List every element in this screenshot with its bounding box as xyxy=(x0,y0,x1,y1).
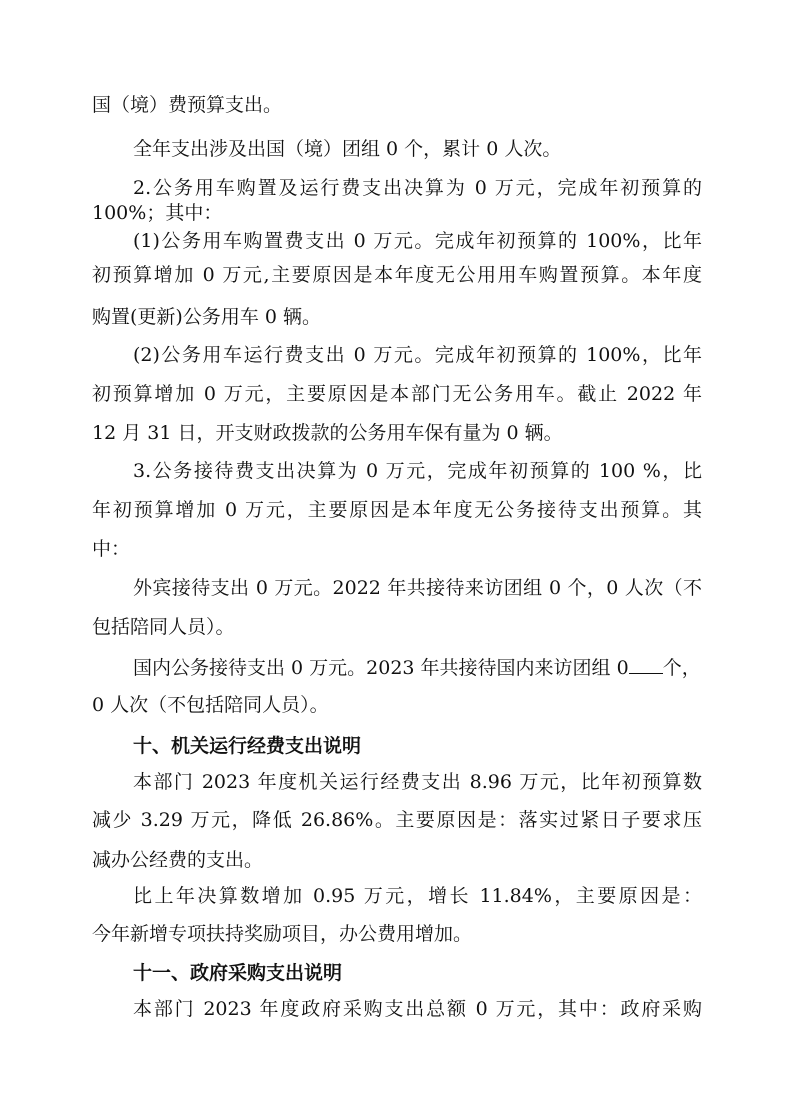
text-line-19: 减少 3.29 万元，降低 26.86%。主要原因是：落实过紧日子要求压 xyxy=(92,809,702,831)
text-line-22: 今年新增专项扶持奖励项目，办公费用增加。 xyxy=(92,923,473,945)
text-line-17: 0 人次（不包括陪同人员）。 xyxy=(92,694,329,716)
text-line-23: 本部门 2023 年度政府采购支出总额 0 万元，其中：政府采购 xyxy=(133,998,702,1020)
text-line-8: (2)公务用车运行费支出 0 万元。完成年初预算的 100%，比年 xyxy=(133,344,702,366)
text-line-4: 100%；其中： xyxy=(92,202,223,224)
fill-in-blank xyxy=(629,655,663,674)
text-line-15: 包括陪同人员）。 xyxy=(92,616,235,638)
text-line-5: (1)公务用车购置费支出 0 万元。完成年初预算的 100%，比年 xyxy=(133,230,702,252)
text-line-18: 本部门 2023 年度机关运行经费支出 8.96 万元，比年初预算数 xyxy=(133,771,702,793)
text-line-16-before-blank: 国内公务接待支出 0 万元。2023 年共接待国内来访团组 0 xyxy=(133,657,629,679)
text-line-6: 初预算增加 0 万元,主要原因是本年度无公用用车购置预算。本年度 xyxy=(92,264,702,286)
text-line-2: 全年支出涉及出国（境）团组 0 个，累计 0 人次。 xyxy=(133,138,562,160)
text-line-11: 3.公务接待费支出决算为 0 万元，完成年初预算的 100 %，比 xyxy=(133,460,702,482)
text-line-21: 比上年决算数增加 0.95 万元，增长 11.84%，主要原因是： xyxy=(133,885,702,907)
text-line-3: 2.公务用车购置及运行费支出决算为 0 万元，完成年初预算的 xyxy=(133,177,702,199)
text-line-10: 12 月 31 日，开支财政拨款的公务用车保有量为 0 辆。 xyxy=(92,422,563,444)
text-line-16-after-blank: 个， xyxy=(662,657,701,679)
section-heading-11: 十一、政府采购支出说明 xyxy=(133,962,343,984)
text-line-9: 初预算增加 0 万元，主要原因是本部门无公务用车。截止 2022 年 xyxy=(92,383,702,405)
text-line-12: 年初预算增加 0 万元，主要原因是本年度无公务接待支出预算。其 xyxy=(92,499,702,521)
text-line-7: 购置(更新)公务用车 0 辆。 xyxy=(92,306,321,328)
text-line-20: 减办公经费的支出。 xyxy=(92,849,264,871)
text-line-16 xyxy=(133,655,702,680)
section-heading-10: 十、机关运行经费支出说明 xyxy=(133,735,362,757)
text-line-13: 中： xyxy=(92,538,131,560)
text-line-14: 外宾接待支出 0 万元。2022 年共接待来访团组 0 个，0 人次（不 xyxy=(133,577,702,599)
text-line-1: 国（境）费预算支出。 xyxy=(92,94,283,116)
